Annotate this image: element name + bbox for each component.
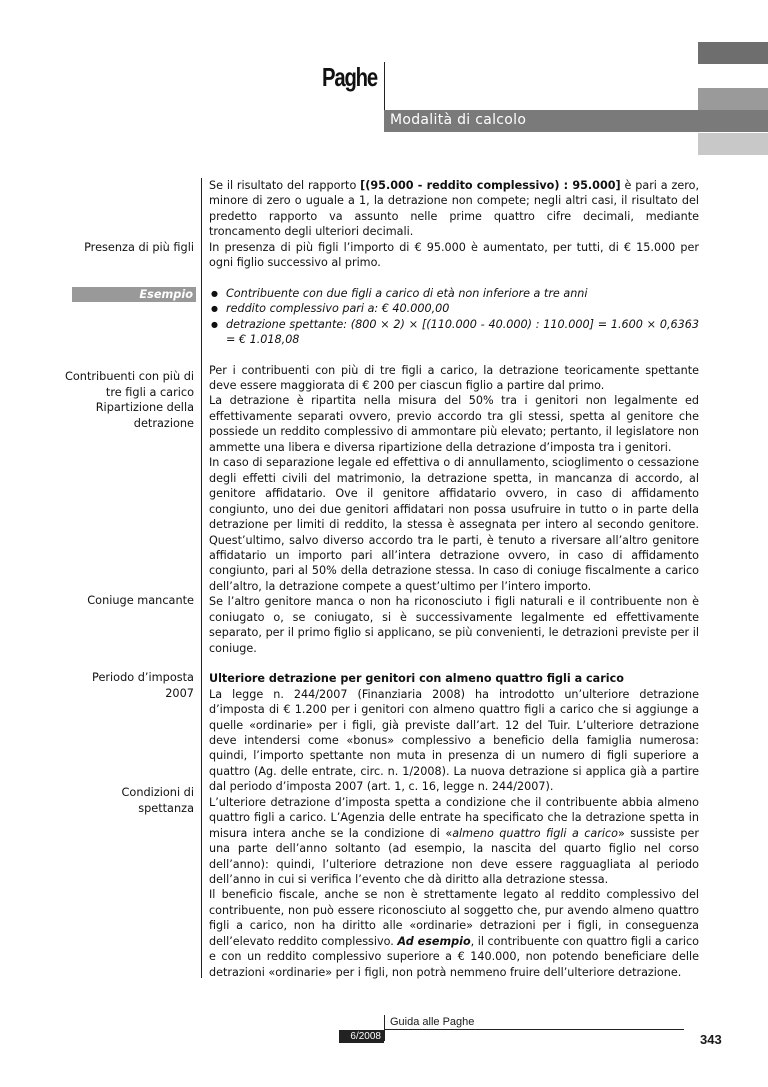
page-number: 343 [700, 1032, 722, 1047]
paragraph: La legge n. 244/2007 (Finanziaria 2008) ha introdotto un’ulteriore detrazione d’imposta di € 1.200 per i genitori con almeno quattro figli a carico che si aggiunge a quelle «ordinarie» per i figli, già previste dall’art. 12 del Tuir. L’ulteriore detrazione deve intendersi come «bonus» complessivo a beneficio della famiglia numerosa: quindi, l’importo spettante non muta in presenza di un numero di figli superiore a quattro (Ag. delle entrate, circ. n. 1/2008). La nuova detrazione si applica già a partire dal periodo d’imposta 2007 (art. 1, c. 16, legge n. 244/2007). [209, 687, 699, 794]
tab-marker-3 [698, 133, 768, 155]
page-title: Paghe [322, 62, 378, 92]
footer-divider [384, 1015, 385, 1041]
margin-label-periodo: Periodo d’imposta 2007 [92, 671, 194, 700]
paragraph: In presenza di più figli l’importo di € 95.000 è aumentato, per tutti, di € 15.000 per ogni figlio successivo al primo. [209, 240, 699, 270]
paragraph: La detrazione è ripartita nella misura del 50% tra i genitori non legalmente ed effettivamente separati ovvero, previo accordo tra gli stessi, spetta al genitore che possiede un reddito complessivo di ammontare più elevato; pertanto, il legislatore non ammette una libera e diversa ripartizione della detrazione d’imposta tra i genitori. [209, 394, 699, 454]
list-item: ● Contribuente con due figli a carico di età non inferiore a tre anni [209, 286, 699, 301]
list-item: ● reddito complessivo pari a: € 40.000,00 [209, 301, 699, 316]
paragraph: Se il risultato del rapporto [(95.000 - reddito complessivo) : 95.000] è pari a zero, minore di zero o uguale a 1, la detrazione non compete; negli altri casi, il risultato del predetto rapporto va assunto nelle prime quattro cifre decimali, mediante troncamento degli ulteriori decimali. [209, 179, 700, 239]
issue-date: 6/2008 [350, 1031, 381, 1042]
paragraph: L’ulteriore detrazione d’imposta spetta a condizione che il contribuente abbia almeno quattro figli a carico. L’Agenzia delle entrate ha specificato che la detrazione spetta in misura intera anche se la condizione di «almeno quattro figli a carico» sussiste per una parte dell’anno soltanto (ad esempio, la nascita del quarto figlio nel corso dell’anno): quindi, l’ulteriore detrazione non deve essere ragguagliata al periodo dell’anno in cui si verifica l’evento che dà diritto alla detrazione stessa. [209, 795, 700, 887]
section-heading: Ulteriore detrazione per genitori con almeno quattro figli a carico [209, 672, 624, 686]
example-badge-label: Esempio [139, 288, 193, 301]
margin-label-condizioni: Condizioni di spettanza [121, 786, 194, 815]
paragraph: Il beneficio fiscale, anche se non è strettamente legato al reddito complessivo del contribuente, non può essere riconosciuto al soggetto che, pur avendo almeno quattro figli a carico, non ha diritto alle «ordinarie» detrazioni per i figli, in conseguenza dell’elevato reddito complessivo. Ad esempio, il contribuente con quattro figli a carico e con un reddito complessivo superiore a € 140.000, non potendo beneficiare delle detrazioni «ordinarie» per i figli, non potrà nemmeno fruire dell’ulteriore detrazione. [209, 888, 699, 979]
margin-label-contribuenti: Contribuenti con più di tre figli a carico [64, 370, 194, 399]
list-item: ● detrazione spettante: (800 × 2) × [(110.000 - 40.000) : 110.000] = 1.600 × 0,6363 = € 1.018,08 [209, 317, 699, 348]
column-divider [201, 178, 202, 978]
example-list [209, 286, 699, 348]
section-title: Modalità di calcolo [390, 112, 527, 128]
main-text [209, 178, 699, 980]
tab-marker-2 [698, 88, 768, 110]
footer-rule [384, 1029, 684, 1030]
margin-label-ripartizione: Ripartizione della detrazione [95, 401, 194, 430]
paragraph: Se l’altro genitore manca o non ha riconosciuto i figli naturali e il contribuente non è coniugato o, se coniugato, si è successivamente legalmente ed effettivamente separato, per il primo figlio si applicano, se più convenienti, le detrazioni previste per il coniuge. [209, 595, 699, 655]
publication-name: Guida alle Paghe [390, 1016, 475, 1028]
tab-marker-1 [698, 42, 768, 64]
paragraph: In caso di separazione legale ed effettiva o di annullamento, scioglimento o cessazione degli effetti civili del matrimonio, la detrazione spetta, in mancanza di accordo, al genitore affidatario. Ove il genitore affidatario ovvero, in caso di affidamento congiunto, uno dei due genitori affidatari non possa usufruire in tutto o in parte della detrazione per limiti di reddito, la stessa è assegnata per intero al secondo genitore. Quest’ultimo, salvo diverso accordo tra le parti, è tenuto a riversare all’altro genitore affidatario un importo pari all’intera detrazione ovvero, in caso di affidamento congiunto, pari al 50% della detrazione stessa. In caso di coniuge fiscalmente a carico dell’altro, la detrazione compete a quest’ultimo per l’intero importo. [209, 456, 699, 593]
paragraph: Per i contribuenti con più di tre figli a carico, la detrazione teoricamente spettante deve essere maggiorata di € 200 per ciascun figlio a partire dal primo. [209, 363, 699, 392]
margin-label-presenza: Presenza di più figli [84, 241, 194, 254]
margin-label-coniuge: Coniuge mancante [87, 594, 194, 607]
